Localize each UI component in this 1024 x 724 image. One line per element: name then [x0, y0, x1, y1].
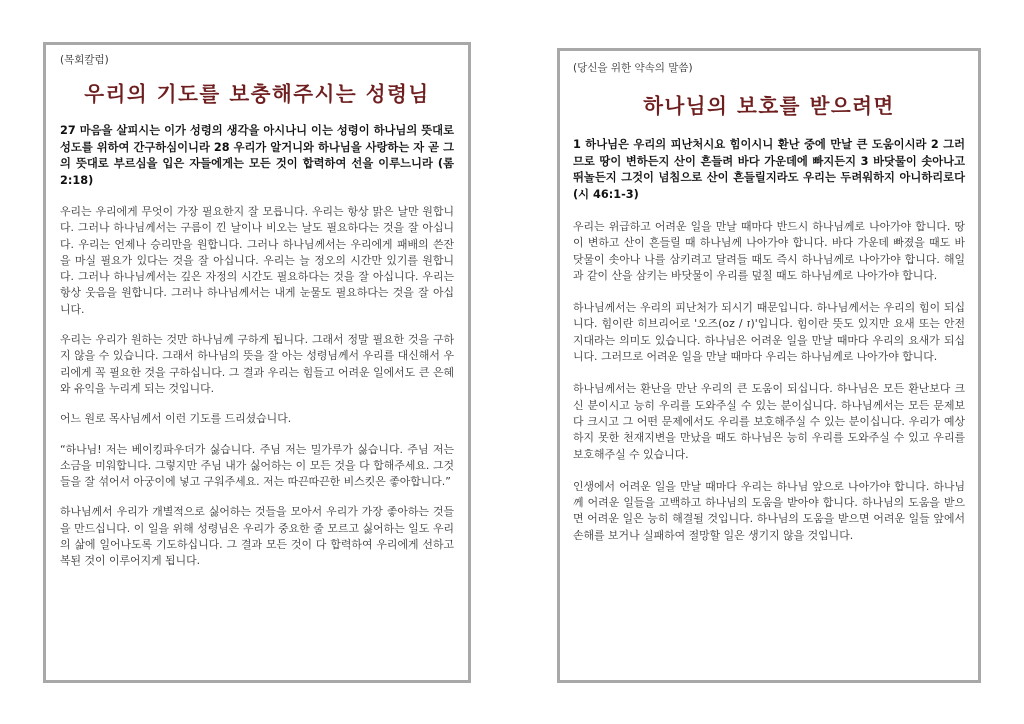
right-paragraph-2: 하나님께서는 우리의 피난처가 되시기 때문입니다. 하나님께서는 우리의 힘이 되십니다. 힘이란 히브리어로 '오즈(oz / ז)'입니다. 힘이란 뜻도 있지만 요새 또는 안전지대라는 의미도 있습니다. 하나님은 어려운 일을 만날 때마다 우리의 요새가 되십니다. 그러므로 어려운 일을 만날 때마다 우리는 하나님께로 나아가야 합니다.	[573, 301, 966, 364]
right-category-tag: (당신을 위한 약속의 말씀)	[573, 62, 693, 74]
left-paragraph-1: 우리는 우리에게 무엇이 가장 필요한지 잘 모릅니다. 우리는 항상 맑은 날만 원합니다. 그러나 하나님께서는 구름이 낀 날이나 비오는 날도 필요하다는 것을 잘 아십니다. 우리는 언제나 승리만을 원합니다. 그러나 하나님께서는 우리에게 패배의 쓴잔을 마실 필요가 있다는 것을 잘 아십니다. 우리는 늘 정오의 시간만 있기를 원합니다. 그러나 하나님께서는 깊은 자정의 시간도 필요하다는 것을 잘 아십니다. 우리는 항상 웃음을 원합니다. 그러나 하나님께서는 내게 눈물도 필요하다는 것을 잘 아십니다.	[60, 205, 454, 316]
left-paragraph-2: 우리는 우리가 원하는 것만 하나님께 구하게 됩니다. 그래서 정말 필요한 것을 구하지 않을 수 있습니다. 그래서 하나님의 뜻을 잘 아는 성령님께서 우리를 대신해서 우리에게 꼭 필요한 것을 구하십니다. 그 결과 우리는 힘들고 어려운 일에서도 큰 은혜와 유익을 누리게 되는 것입니다.	[60, 333, 454, 395]
left-scripture-verse: 27 마음을 살피시는 이가 성령의 생각을 아시나니 이는 성령이 하나님의 뜻대로 성도를 위하여 간구하심이니라 28 우리가 알거니와 하나님을 사랑하는 자 곧 그의 뜻대로 부르심을 입은 자들에게는 모든 것이 합력하여 선을 이루느니라 (롬 2:18)	[60, 124, 454, 187]
right-page	[557, 48, 981, 683]
left-page	[43, 42, 471, 683]
left-category-tag: (목회칼럼)	[60, 54, 109, 66]
left-paragraph-4: “하나님! 저는 베이킹파우더가 싫습니다. 주님 저는 밀가루가 싫습니다. 주님 저는 소금을 미워합니다. 그렇지만 주님 내가 싫어하는 이 모든 것을 다 합해주세요. 그것들을 잘 섞어서 아궁이에 넣고 구워주세요. 저는 따끈따끈한 비스킷은 좋아합니다.”	[60, 442, 454, 489]
right-title: 하나님의 보호를 받으려면	[643, 94, 895, 118]
right-paragraph-4: 인생에서 어려운 일을 만날 때마다 우리는 하나님 앞으로 나아가야 합니다. 하나님께 어려운 일들을 고백하고 하나님의 도움을 받아야 합니다. 하나님의 도움을 받으면 어려운 일은 능히 해결될 것입니다. 하나님의 도움을 받으면 어려운 일들 앞에서 손해를 보거나 실패하여 절망할 일은 생기지 않을 것입니다.	[573, 479, 965, 542]
left-paragraph-3: 어느 원로 목사님께서 이런 기도를 드리셨습니다.	[60, 412, 292, 426]
left-paragraph-5: 하나님께서 우리가 개별적으로 싫어하는 것들을 모아서 우리가 가장 좋아하는 것들을 만드십니다. 이 일을 위해 성령님은 우리가 중요한 줄 모르고 싫어하는 일도 우리의 삶에 일어나도록 기도하십니다. 그 결과 모든 것이 다 합력하여 우리에게 선하고 복된 것이 이루어지게 됩니다.	[60, 505, 454, 568]
right-scripture-verse: 1 하나님은 우리의 피난처시요 힘이시니 환난 중에 만날 큰 도움이시라 2 그러므로 땅이 변하든지 산이 흔들려 바다 가운데에 빠지든지 3 바닷물이 솟아나고 뛰놀든지 그것이 넘침으로 산이 흔들릴지라도 우리는 두려워하지 아니하리로다 (시 46:1-3)	[573, 138, 965, 201]
left-title: 우리의 기도를 보충해주시는 성령님	[84, 82, 430, 106]
right-paragraph-1: 우리는 위급하고 어려운 일을 만날 때마다 반드시 하나님께로 나아가야 합니다. 땅이 변하고 산이 흔들릴 때 하나님께 나아가야 합니다. 바다 가운데 빠졌을 때도 바닷물이 솟아나 나를 삼키려고 달려들 때도 즉시 하나님께로 나아가야 합니다. 해일과 같이 산을 삼키는 바닷물이 우리를 덮칠 때도 하나님께로 나아가야 합니다.	[573, 220, 965, 282]
right-paragraph-3: 하나님께서는 환난을 만난 우리의 큰 도움이 되십니다. 하나님은 모든 환난보다 크신 분이시고 능히 우리를 도와주실 수 있는 분이십니다. 하나님께서는 모든 문제보다 크시고 그 어떤 문제에서도 우리를 보호해주실 수 있는 분이십니다. 우리가 예상하지 못한 천재지변을 만났을 때도 하나님은 능히 우리를 도와주실 수 있고 우리를 보호해주실 수 있습니다.	[573, 382, 965, 461]
